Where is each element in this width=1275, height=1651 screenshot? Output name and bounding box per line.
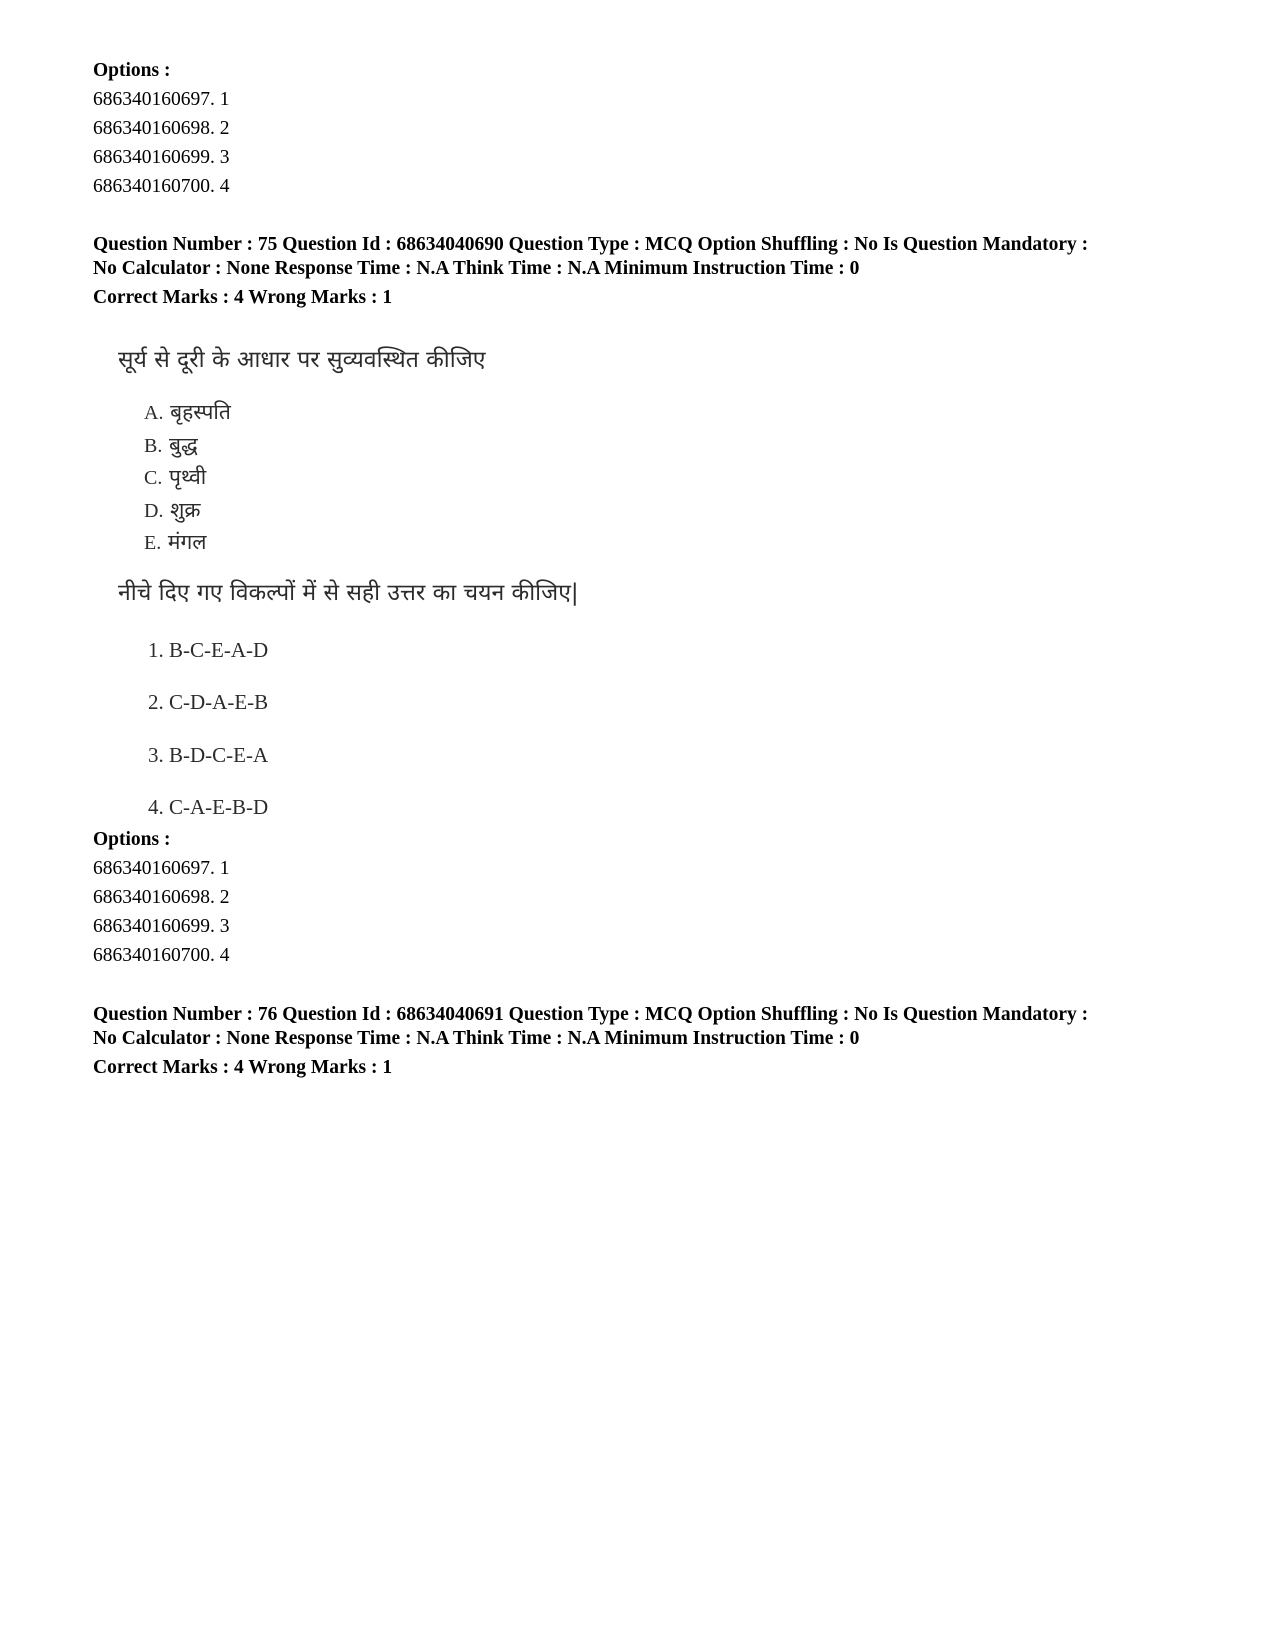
- item-letter: D.: [144, 499, 164, 522]
- option-item: 686340160699. 3: [93, 916, 230, 937]
- question-items-list: [144, 397, 638, 560]
- list-item: [144, 462, 638, 495]
- question-76-header: [93, 1003, 1213, 1080]
- question-75-content: [118, 345, 638, 834]
- question-meta-line: Question Number : 76 Question Id : 68634040691 Question Type : MCQ Option Shuffling : No Is Question Mandatory :: [93, 1004, 1089, 1025]
- item-letter: C.: [144, 467, 163, 489]
- option-item: 686340160699. 3: [93, 147, 230, 168]
- answer-choice: 2. C-D-A-E-B: [148, 690, 269, 714]
- item-letter: B.: [144, 434, 163, 457]
- list-item: [144, 397, 638, 430]
- option-item: 686340160698. 2: [93, 887, 230, 908]
- option-item: 686340160700. 4: [93, 176, 230, 197]
- item-letter: A.: [144, 402, 164, 424]
- question-marks: Correct Marks : 4 Wrong Marks : 1: [93, 287, 393, 308]
- options-heading: Options :: [93, 829, 171, 850]
- options-heading: Options :: [93, 60, 171, 81]
- question-instruction: नीचे दिए गए विकल्पों में से सही उत्तर का चयन कीजिए|: [118, 579, 579, 606]
- question-marks: Correct Marks : 4 Wrong Marks : 1: [93, 1057, 393, 1078]
- question-meta-line: Question Number : 75 Question Id : 68634040690 Question Type : MCQ Option Shuffling : No Is Question Mandatory :: [93, 234, 1089, 255]
- list-item: [144, 430, 638, 463]
- option-item: 686340160698. 2: [93, 118, 230, 139]
- item-text: पृथ्वी: [169, 465, 207, 489]
- item-text: बृहस्पति: [170, 400, 231, 424]
- answer-choice: 3. B-D-C-E-A: [148, 742, 269, 767]
- question-stem: सूर्य से दूरी के आधार पर सुव्यवस्थित कीजिए: [118, 347, 486, 373]
- item-text: बुद्ध: [169, 432, 198, 457]
- answer-choice: 4. C-A-E-B-D: [148, 795, 269, 819]
- option-item: 686340160700. 4: [93, 945, 230, 966]
- previous-question-options: [93, 56, 1213, 201]
- answer-choice: 1. B-C-E-A-D: [148, 637, 269, 662]
- option-item: 686340160697. 1: [93, 89, 230, 110]
- question-75-header: [93, 233, 1213, 310]
- answer-choices-list: [148, 624, 638, 834]
- question-75-options: [93, 825, 1213, 970]
- list-item: [144, 495, 638, 528]
- question-meta-line: No Calculator : None Response Time : N.A Think Time : N.A Minimum Instruction Time : 0: [93, 1028, 860, 1049]
- list-item: [144, 527, 638, 560]
- item-text: मंगल: [167, 530, 207, 554]
- item-text: शुक्र: [170, 497, 201, 522]
- option-item: 686340160697. 1: [93, 858, 230, 879]
- question-meta-line: No Calculator : None Response Time : N.A Think Time : N.A Minimum Instruction Time : 0: [93, 258, 860, 279]
- item-letter: E.: [144, 532, 162, 554]
